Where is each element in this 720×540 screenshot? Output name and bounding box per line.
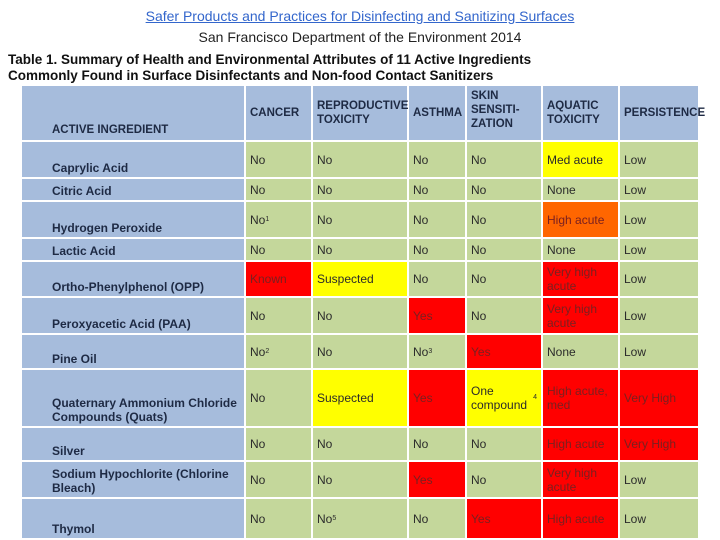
cell-skin-text: No	[471, 272, 487, 286]
cell-ingredient	[22, 335, 244, 368]
header-aquatic-line-2: TOXICITY	[547, 114, 600, 126]
table-row	[22, 428, 698, 460]
page-title-link[interactable]: Safer Products and Practices for Disinfecting and Sanitizing Surfaces	[145, 8, 575, 24]
cell-ingredient-text: Peroxyacetic Acid (PAA)	[52, 317, 191, 331]
cell-repro-text: No	[317, 182, 333, 197]
cell-cancer	[246, 370, 311, 426]
cell-persistence	[620, 335, 698, 368]
cell-asthma	[409, 370, 465, 426]
cell-skin-text: No	[471, 242, 487, 257]
cell-skin-text: No	[471, 437, 487, 451]
cell-aquatic	[543, 262, 618, 296]
cell-skin-text: No	[471, 472, 487, 487]
table-row	[22, 262, 698, 296]
cell-repro	[313, 262, 407, 296]
cell-persistence	[620, 370, 698, 426]
cell-persistence-text: Low	[624, 511, 647, 526]
table-caption-line-2: Commonly Found in Surface Disinfectants and Non-food Contact Sanitizers	[8, 68, 494, 83]
cell-ingredient-text: Citric Acid	[52, 184, 112, 198]
table-row	[22, 179, 698, 200]
cell-asthma-text: No	[413, 212, 429, 227]
header-repro-line-2: TOXICITY	[317, 114, 370, 126]
cell-cancer-text: No	[250, 511, 266, 526]
cell-aquatic-text: High acute	[547, 511, 605, 526]
table-caption-line-1: Table 1. Summary of Health and Environmental Attributes of 11 Active Ingredients	[8, 52, 532, 67]
cell-skin	[467, 239, 541, 260]
cell-persistence-text: Low	[624, 272, 647, 286]
cell-repro	[313, 370, 407, 426]
table-row	[22, 298, 698, 333]
cell-ingredient-text: Silver	[52, 444, 85, 458]
cell-asthma	[409, 142, 465, 177]
cell-ingredient-text: Hydrogen Peroxide	[52, 221, 163, 235]
cell-ingredient	[22, 499, 244, 538]
cell-ingredient	[22, 179, 244, 200]
cell-ingredient	[22, 239, 244, 260]
cell-repro: No 5	[313, 499, 407, 538]
header-asthma-label: ASTHMA	[413, 107, 463, 119]
attributes-table	[22, 86, 706, 538]
header-cancer-label: CANCER	[250, 107, 300, 119]
cell-repro-text: Suspected	[317, 272, 374, 286]
cell-repro-text: No	[317, 437, 333, 451]
cell-cancer	[246, 239, 311, 260]
cell-skin-text: Yes	[471, 344, 491, 359]
cell-skin	[467, 428, 541, 460]
header-skin-line-2: SENSITI-	[471, 104, 520, 116]
cell-persistence-text: Low	[624, 242, 647, 257]
cell-aquatic-text: Very high acute	[547, 465, 598, 494]
cell-skin: One compound 4	[467, 370, 541, 426]
cell-skin	[467, 335, 541, 368]
cell-aquatic-text: Very high acute	[547, 301, 598, 330]
cell-persistence-text: Low	[624, 308, 647, 323]
cell-asthma-text: Yes	[413, 308, 433, 323]
table-row	[22, 239, 698, 260]
cell-aquatic-text: None	[547, 182, 576, 197]
cell-persistence	[620, 179, 698, 200]
cell-ingredient	[22, 142, 244, 177]
cell-aquatic-text: None	[547, 344, 576, 359]
table-row	[22, 370, 698, 426]
cell-aquatic-text: Med acute	[547, 152, 604, 167]
cell-asthma-text: No	[413, 152, 429, 167]
cell-asthma-text: No	[413, 242, 429, 257]
cell-cancer-text: No	[250, 308, 266, 323]
cell-ingredient-text: Thymol	[52, 522, 95, 536]
cell-repro	[313, 462, 407, 497]
cell-aquatic	[543, 298, 618, 333]
cell-cancer-text: No	[250, 344, 266, 359]
cell-asthma	[409, 428, 465, 460]
cell-skin	[467, 142, 541, 177]
cell-aquatic	[543, 239, 618, 260]
cell-cancer: No 2	[246, 335, 311, 368]
cell-asthma	[409, 262, 465, 296]
cell-ingredient-text: Caprylic Acid	[52, 161, 129, 175]
header-skin-line-3: ZATION	[471, 118, 513, 130]
cell-repro	[313, 239, 407, 260]
cell-ingredient-text: Sodium Hypochlorite (Chlorine Bleach)	[52, 467, 229, 495]
header-aquatic-line-1: AQUATIC	[547, 100, 599, 112]
cell-skin-text: No	[471, 152, 487, 167]
cell-asthma	[409, 179, 465, 200]
cell-skin-text: No	[471, 212, 487, 227]
cell-cancer-text: No	[250, 152, 266, 167]
cell-ingredient-text: Quaternary Ammonium Chloride Compounds (Quats)	[52, 396, 237, 424]
header-repro-line-1: REPRODUCTIVE	[317, 100, 409, 112]
cell-cancer-text: No	[250, 242, 266, 257]
header-persistence	[620, 86, 706, 140]
cell-skin-text: No	[471, 308, 487, 323]
cell-cancer	[246, 262, 311, 296]
cell-repro-text: No	[317, 212, 333, 227]
cell-persistence	[620, 462, 698, 497]
cell-persistence	[620, 499, 698, 538]
cell-asthma-text: No	[413, 344, 429, 359]
cell-aquatic	[543, 462, 618, 497]
cell-repro	[313, 202, 407, 237]
cell-skin-text: No	[471, 182, 487, 197]
cell-cancer-text: No	[250, 212, 266, 227]
table-row	[22, 462, 698, 497]
cell-repro	[313, 179, 407, 200]
cell-asthma	[409, 462, 465, 497]
cell-repro-text: No	[317, 472, 333, 487]
cell-skin	[467, 262, 541, 296]
cell-cancer	[246, 428, 311, 460]
cell-ingredient	[22, 462, 244, 497]
cell-aquatic	[543, 142, 618, 177]
cell-repro-text: No	[317, 152, 333, 167]
cell-ingredient	[22, 202, 244, 237]
cell-persistence-text: Very High	[624, 391, 677, 405]
cell-ingredient	[22, 428, 244, 460]
cell-repro	[313, 142, 407, 177]
cell-persistence	[620, 142, 698, 177]
header-active-ingredient-label: ACTIVE INGREDIENT	[52, 124, 169, 136]
cell-skin-text: One compound	[471, 384, 528, 412]
cell-skin	[467, 202, 541, 237]
cell-skin-text: Yes	[471, 511, 491, 526]
cell-ingredient	[22, 262, 244, 296]
cell-repro-text: No	[317, 511, 333, 526]
cell-asthma	[409, 202, 465, 237]
cell-cancer-text: No	[250, 391, 266, 405]
cell-aquatic-text: High acute	[547, 437, 605, 451]
table-row	[22, 142, 698, 177]
table-row	[22, 499, 698, 538]
cell-ingredient-text: Lactic Acid	[52, 244, 116, 258]
cell-persistence-text: Very High	[624, 437, 677, 451]
cell-skin	[467, 298, 541, 333]
header-skin-line-1: SKIN	[471, 90, 499, 102]
cell-cancer-text: No	[250, 437, 266, 451]
cell-persistence	[620, 262, 698, 296]
cell-aquatic	[543, 179, 618, 200]
cell-skin	[467, 179, 541, 200]
cell-skin	[467, 462, 541, 497]
cell-persistence-text: Low	[624, 182, 647, 197]
cell-persistence-text: Low	[624, 344, 647, 359]
cell-cancer-text: No	[250, 472, 266, 487]
cell-aquatic	[543, 428, 618, 460]
cell-cancer: No 1	[246, 202, 311, 237]
table-row	[22, 202, 698, 237]
page-subtitle: San Francisco Department of the Environment 2014	[198, 29, 522, 45]
header-active-ingredient	[22, 86, 244, 140]
cell-ingredient	[22, 298, 244, 333]
cell-aquatic-text: High acute	[547, 212, 605, 227]
header-cancer	[246, 86, 311, 140]
cell-asthma-text: No	[413, 437, 429, 451]
header-reproductive-toxicity	[313, 86, 407, 140]
cell-asthma-text: No	[413, 511, 429, 526]
cell-ingredient-text: Pine Oil	[52, 352, 97, 366]
cell-asthma	[409, 239, 465, 260]
table-caption	[8, 52, 608, 84]
cell-repro-text: No	[317, 344, 333, 359]
cell-cancer	[246, 462, 311, 497]
cell-asthma-text: No	[413, 272, 429, 286]
cell-repro	[313, 298, 407, 333]
cell-ingredient-text: Ortho-Phenylphenol (OPP)	[52, 280, 204, 294]
cell-aquatic	[543, 202, 618, 237]
cell-asthma-text: Yes	[413, 472, 433, 487]
header-skin-sensitization	[467, 86, 541, 140]
cell-aquatic	[543, 335, 618, 368]
header-asthma	[409, 86, 465, 140]
cell-repro-text: No	[317, 242, 333, 257]
cell-cancer	[246, 179, 311, 200]
table-row	[22, 335, 698, 368]
cell-aquatic-text: None	[547, 242, 576, 257]
cell-asthma	[409, 499, 465, 538]
cell-asthma	[409, 298, 465, 333]
cell-persistence-text: Low	[624, 212, 647, 227]
cell-persistence	[620, 202, 698, 237]
cell-cancer	[246, 298, 311, 333]
cell-persistence	[620, 298, 698, 333]
cell-cancer-text: No	[250, 182, 266, 197]
cell-asthma-text: Yes	[413, 391, 433, 405]
cell-persistence-text: Low	[624, 152, 647, 167]
cell-aquatic-text: Very high acute	[547, 265, 598, 293]
header-aquatic-toxicity	[543, 86, 618, 140]
cell-cancer-text: Known	[250, 272, 287, 286]
cell-asthma: No 3	[409, 335, 465, 368]
cell-aquatic-text: High acute, med	[547, 384, 608, 412]
header-persistence-label: PERSISTENCE	[624, 107, 706, 119]
cell-skin	[467, 499, 541, 538]
cell-repro-text: Suspected	[317, 391, 374, 405]
cell-ingredient	[22, 370, 244, 426]
cell-persistence	[620, 428, 698, 460]
cell-persistence	[620, 239, 698, 260]
cell-asthma-text: No	[413, 182, 429, 197]
cell-cancer	[246, 142, 311, 177]
cell-aquatic	[543, 499, 618, 538]
cell-repro	[313, 335, 407, 368]
cell-repro	[313, 428, 407, 460]
cell-aquatic	[543, 370, 618, 426]
cell-persistence-text: Low	[624, 472, 647, 487]
cell-cancer	[246, 499, 311, 538]
cell-repro-text: No	[317, 308, 333, 323]
